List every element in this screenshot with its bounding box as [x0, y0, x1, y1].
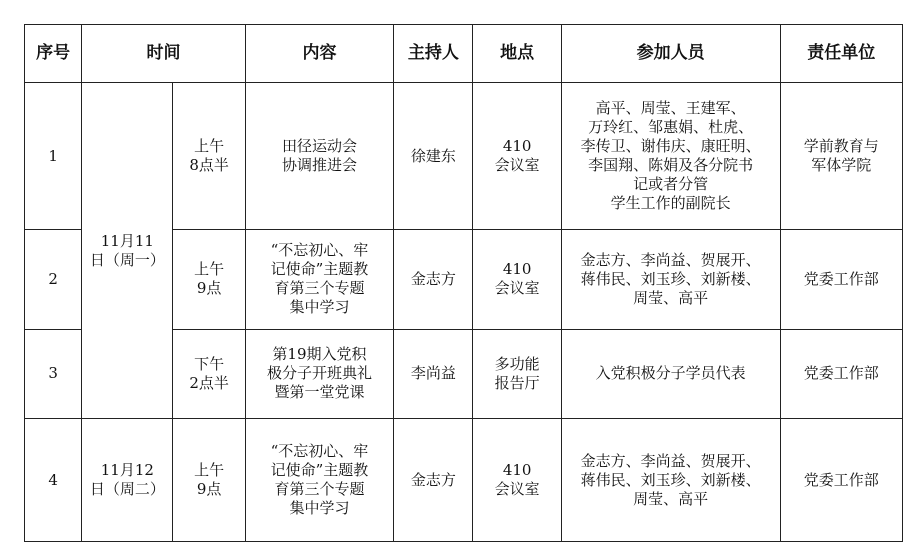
row-time: 下午 2点半	[173, 329, 245, 419]
row-no: 3	[25, 329, 82, 419]
row-content: 田径运动会 协调推进会	[245, 83, 394, 230]
row-host: 金志方	[394, 230, 473, 330]
row-location: 多功能 报告厅	[473, 329, 561, 419]
header-location: 地点	[473, 25, 561, 83]
row-unit: 党委工作部	[780, 329, 902, 419]
table-row	[25, 419, 903, 542]
header-host: 主持人	[394, 25, 473, 83]
row-attendees: 入党积极分子学员代表	[561, 329, 780, 419]
header-unit: 责任单位	[780, 25, 902, 83]
row-time: 上午 9点	[173, 230, 245, 330]
row-location: 410 会议室	[473, 230, 561, 330]
row-host: 徐建东	[394, 83, 473, 230]
schedule-table	[24, 24, 903, 542]
header-content: 内容	[245, 25, 394, 83]
table-row	[25, 83, 903, 230]
row-no: 2	[25, 230, 82, 330]
row-time: 上午 8点半	[173, 83, 245, 230]
row-host: 李尚益	[394, 329, 473, 419]
header-attendees: 参加人员	[561, 25, 780, 83]
header-time: 时间	[82, 25, 246, 83]
row-no: 4	[25, 419, 82, 542]
row-attendees: 金志方、李尚益、贺展开、 蒋伟民、刘玉珍、刘新楼、 周莹、高平	[561, 230, 780, 330]
row-location: 410 会议室	[473, 419, 561, 542]
row-host: 金志方	[394, 419, 473, 542]
row-content: “不忘初心、牢 记使命”主题教 育第三个专题 集中学习	[245, 419, 394, 542]
row-location: 410 会议室	[473, 83, 561, 230]
row-time: 上午 9点	[173, 419, 245, 542]
row-unit: 党委工作部	[780, 230, 902, 330]
row-unit: 党委工作部	[780, 419, 902, 542]
row-content: “不忘初心、牢 记使命”主题教 育第三个专题 集中学习	[245, 230, 394, 330]
row-unit: 学前教育与 军体学院	[780, 83, 902, 230]
row-content: 第19期入党积 极分子开班典礼 暨第一堂党课	[245, 329, 394, 419]
header-row	[25, 25, 903, 83]
header-no: 序号	[25, 25, 82, 83]
date-cell: 11月11 日（周一）	[82, 83, 173, 419]
row-attendees: 金志方、李尚益、贺展开、 蒋伟民、刘玉珍、刘新楼、 周莹、高平	[561, 419, 780, 542]
row-no: 1	[25, 83, 82, 230]
row-attendees: 高平、周莹、王建军、 万玲红、邹惠娟、杜虎、 李传卫、谢伟庆、康旺明、 李国翔、陈娟及各分院书 记或者分管 学生工作的副院长	[561, 83, 780, 230]
date-cell: 11月12 日（周二）	[82, 419, 173, 542]
